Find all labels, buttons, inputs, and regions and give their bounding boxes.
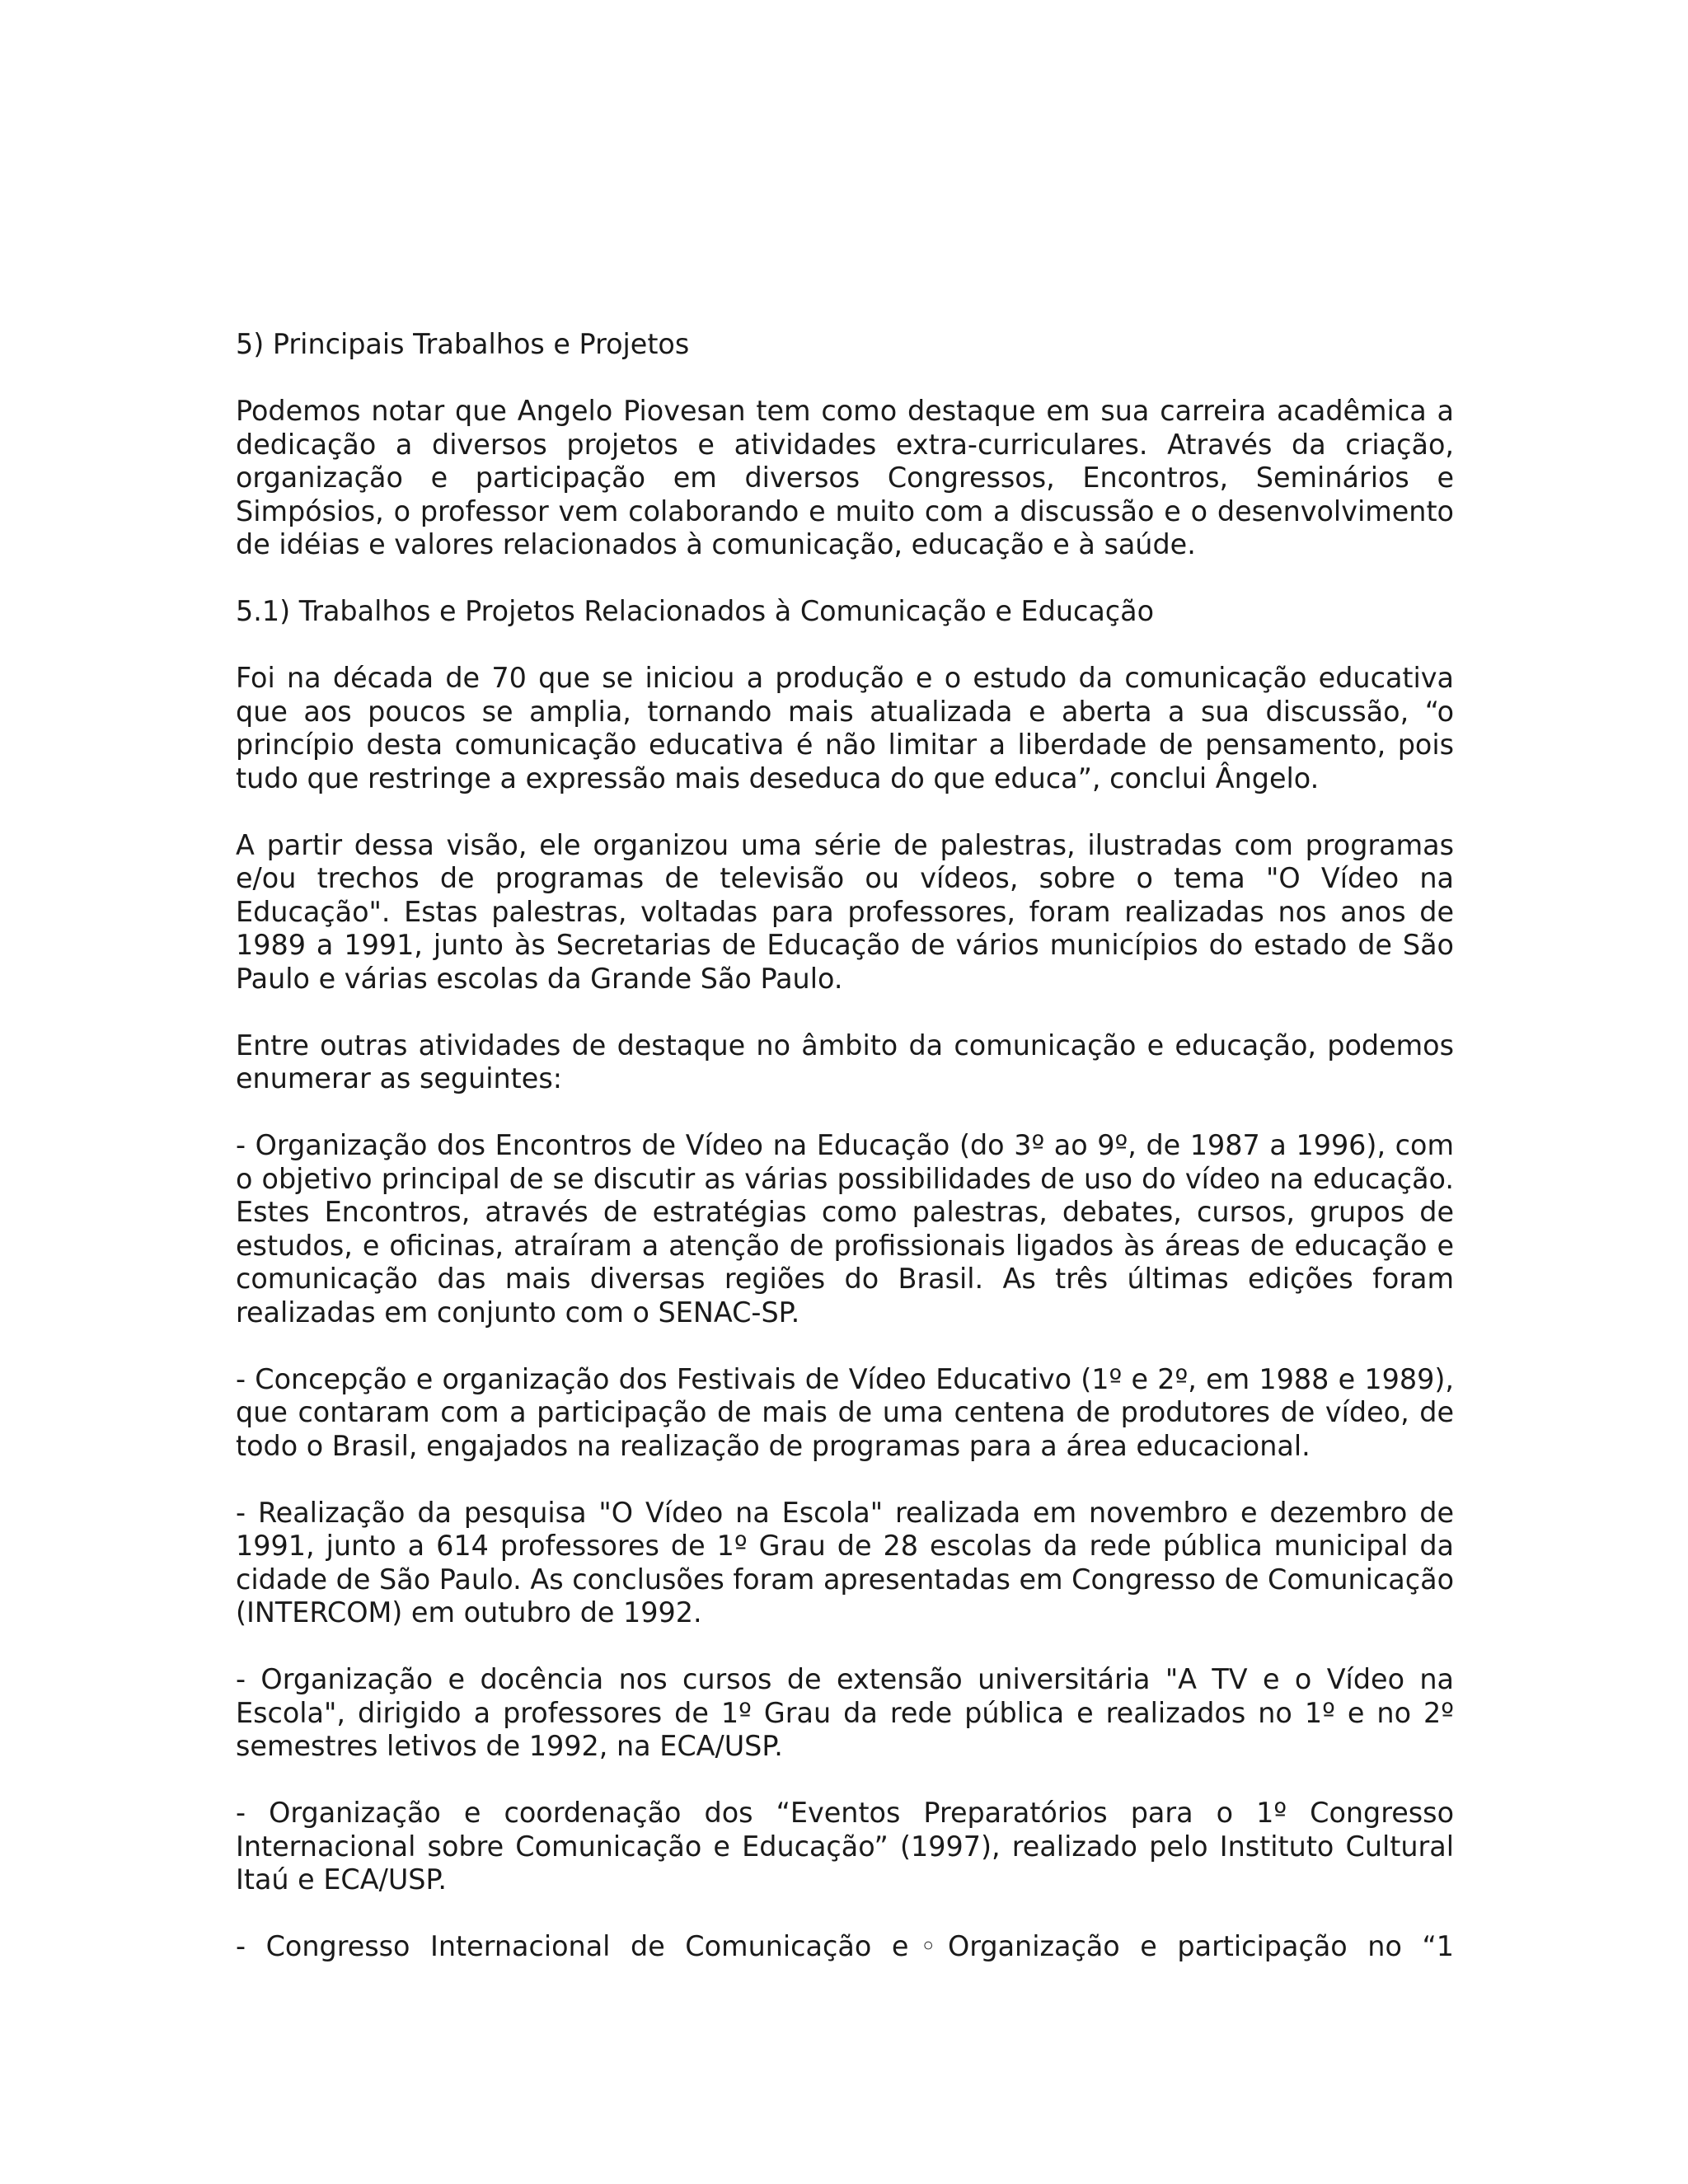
activity-item: - Congresso Internacional de Comunicação e◦Organização e participação no “1	[236, 1930, 1454, 1962]
body-paragraph: Foi na década de 70 que se iniciou a produção e o estudo da comunicação educativa que aos poucos se amplia, tornando mais atualizada e aberta a sua discussão, “o princípio desta comunicação educativa é não limitar a liberdade de pensamento, pois tudo que restringe a expressão mais deseduca do que educa”, conclui Ângelo.	[236, 662, 1454, 794]
activity-item: - Organização dos Encontros de Vídeo na Educação (do 3º ao 9º, de 1987 a 1996), com o objetivo principal de se discutir as várias possibilidades de uso do vídeo na educação. Estes Encontros, através de estratégias como palestras, debates, cursos, grupos de estudos, e oficinas, atraíram a atenção de profissionais ligados às áreas de educação e comunicação das mais diversas regiões do Brasil. As três últimas edições foram realizadas em conjunto com o SENAC-SP.	[236, 1129, 1454, 1329]
activity-item: - Concepção e organização dos Festivais de Vídeo Educativo (1º e 2º, em 1988 e 1989), que contaram com a participação de mais de uma centena de produtores de vídeo, de todo o Brasil, engajados na realização de programas para a área educacional.	[236, 1362, 1454, 1462]
subsection-heading: 5.1) Trabalhos e Projetos Relacionados à Comunicação e Educação	[236, 595, 1155, 627]
section-heading: 5) Principais Trabalhos e Projetos	[236, 328, 690, 360]
activity-item: - Organização e coordenação dos “Eventos Preparatórios para o 1º Congresso Internacional sobre Comunicação e Educação” (1997), realizado pelo Instituto Cultural Itaú e ECA/USP.	[236, 1797, 1454, 1896]
intro-paragraph: Podemos notar que Angelo Piovesan tem como destaque em sua carreira acadêmica a dedicação a diversos projetos e atividades extra-curriculares. Através da criação, organização e participação em diversos Congressos, Encontros, Seminários e Simpósios, o professor vem colaborando e muito com a discussão e o desenvolvimento de idéias e valores relacionados à comunicação, educação e à saúde.	[236, 395, 1454, 560]
activity-item: - Organização e docência nos cursos de extensão universitária "A TV e o Vídeo na Escola", dirigido a professores de 1º Grau da rede pública e realizados no 1º e no 2º semestres letivos de 1992, na ECA/USP.	[236, 1663, 1454, 1762]
document-body	[236, 328, 1454, 1964]
activity-item: - Realização da pesquisa "O Vídeo na Escola" realizada em novembro e dezembro de 1991, junto a 614 professores de 1º Grau de 28 escolas da rede pública municipal da cidade de São Paulo. As conclusões foram apresentadas em Congresso de Comunicação (INTERCOM) em outubro de 1992.	[236, 1496, 1454, 1629]
body-paragraph: A partir dessa visão, ele organizou uma série de palestras, ilustradas com programas e/ou trechos de programas de televisão ou vídeos, sobre o tema "O Vídeo na Educação". Estas palestras, voltadas para professores, foram realizadas nos anos de 1989 a 1991, junto às Secretarias de Educação de vários municípios do estado de São Paulo e várias escolas da Grande São Paulo.	[236, 828, 1454, 995]
body-paragraph: Entre outras atividades de destaque no âmbito da comunicação e educação, podemos enumerar as seguintes:	[236, 1029, 1454, 1094]
